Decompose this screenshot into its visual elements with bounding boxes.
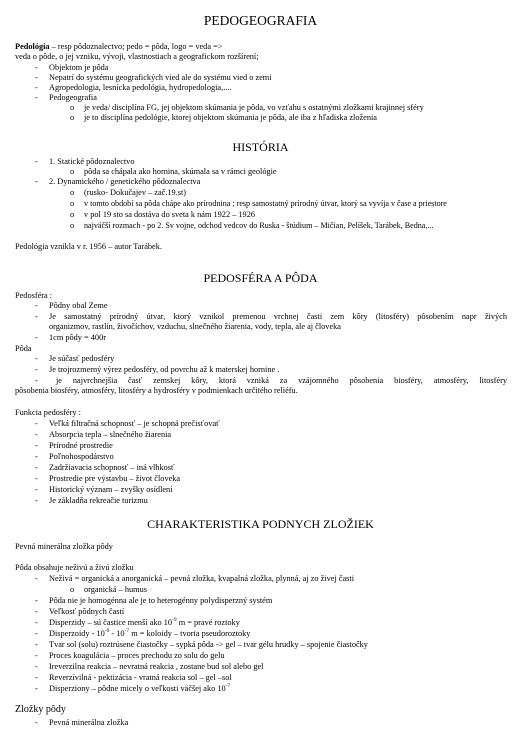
charakteristika-item: Pôda nie je homogénna ale je to heterogénny polydisperzný systém — [49, 596, 273, 605]
funkcia-item: Zadržiavacia schopnosť – iná vlhkosť — [49, 463, 175, 472]
intro-item: Agropedologia, lesnícka pedológia, hydropedologia,.... — [49, 83, 232, 92]
funkcia-item: Prírodné prostredie — [49, 441, 113, 450]
bullet-dash: - — [35, 629, 38, 638]
disperzoidy-text: Disperzoidy - 10 — [49, 629, 105, 638]
pedosfera-item: 1cm pôdy = 400r — [49, 333, 106, 342]
intro-subitem: je veda/ disciplína FG, jej objektom skúmania je pôda, vo vzťahu s ostatnými zložkami krajinnej sféry — [84, 103, 424, 112]
charakteristika-item: Proces koagulácia – proces prechodu zo solu do gelu — [49, 651, 225, 660]
section-title-historia: HISTÓRIA — [232, 140, 289, 154]
disperzidy-text: Disperzidy – sú častice menší ako 10 — [49, 618, 173, 627]
bullet-dash: - — [35, 718, 38, 727]
bullet-dash: - — [35, 177, 38, 186]
disperzidy-exponent: -9 — [172, 617, 177, 623]
term-pedologia: Pedológia — [15, 42, 50, 51]
funkcia-item: Je základňa rekreačie turizmu — [49, 496, 148, 505]
historia-subitem: najväčší rozmach - po 2. Sv vojne, odchod vedcov do Ruska - štúdium – Mičian, Pelíšek, Tarábek, Bedna,... — [84, 221, 434, 230]
disperzoidy-exponent-1: -9 — [104, 628, 110, 634]
bullet-circle: o — [70, 188, 75, 197]
bullet-dash: - — [35, 662, 38, 671]
historia-note: Pedológia vznikla v r. 1956 – autor Tarábek. — [15, 242, 162, 251]
disperziony-text: Disperziony – pôdne micely o veľkosti väčšej ako 10 — [49, 684, 226, 693]
bullet-dash: - — [35, 474, 38, 483]
charakteristika-item: Tvar sol (solu) roztrúsene čiastočky – sypká pôda -> gel – tvar gélu hrudky – spojenie čiastočky — [49, 640, 368, 649]
bullet-dash: - — [35, 312, 38, 321]
bullet-circle: o — [70, 221, 75, 230]
bullet-dash: - — [35, 441, 38, 450]
poda-label: Pôda — [15, 344, 32, 353]
charakteristika-item: Veľkosť pôdnych častí — [49, 607, 125, 616]
bullet-dash: - — [35, 83, 38, 92]
funkcia-item: Historický význam – zvyšky osídlení — [49, 485, 173, 494]
historia-subitem: (rusko- Dokučajev – zač.19.st) — [84, 188, 187, 197]
intro-line-1 — [15, 42, 222, 52]
funkcia-item: Veľká filtračná schopnosť – je schopná prečisťovať — [49, 419, 220, 428]
bullet-dash: - — [35, 463, 38, 472]
historia-item-1: 1. Statické pôdoznalectvo — [49, 157, 135, 166]
charakteristika-item-disperziony — [49, 684, 230, 694]
bullet-dash: - — [35, 640, 38, 649]
bullet-dash: - — [35, 73, 38, 82]
charakteristika-item: Ireverzilna reakcia – nevratná reakcia , zostane bud sol alebo gel — [49, 662, 264, 671]
bullet-dash: - — [35, 301, 38, 310]
charakteristika-item-disperzoidy — [49, 629, 250, 639]
term-definition: – resp pôdoznalectvo; pedo = pôda, logo = veda => — [49, 42, 223, 51]
section-title-charakteristika: CHARAKTERISTIKA PODNYCH ZLOŽIEK — [147, 517, 374, 531]
bullet-dash: - — [35, 596, 38, 605]
bullet-dash: - — [35, 93, 38, 102]
pedosfera-item: Je samostatný prírodný útvar, ktorý vznikol premenou vrchnej časti zem kôry (litosféry) pôsobením napr živých — [49, 312, 507, 321]
historia-subitem: pôda sa chápala ako hornina, skúmala sa v rámci geológie — [84, 167, 277, 176]
pedosfera-label: Pedosféra : — [15, 291, 53, 300]
intro-item: Nepatrí do systému geografických vied ale do systému vied o zemi — [49, 73, 272, 82]
historia-subitem: v tomto období sa pôda chápe ako prírodnina ; resp samostatný prírodný útvar, ktorý sa vyvíja v čase a priestore — [84, 199, 447, 208]
disperzoidy-mid: - 10 — [109, 629, 125, 638]
funkcia-item: Absorpcia tepla – slnečného žiarenia — [49, 430, 172, 439]
bullet-circle: o — [70, 167, 75, 176]
bullet-dash: - — [35, 157, 38, 166]
bullet-circle: o — [70, 103, 75, 112]
bullet-circle: o — [70, 199, 75, 208]
poda-item: Je súčasť pedosféry — [49, 354, 115, 363]
historia-item-2: 2. Dynamického / genetického pôdoznalectva — [49, 177, 201, 186]
bullet-circle: o — [70, 585, 75, 594]
bullet-dash: - — [35, 365, 38, 374]
bullet-dash: - — [35, 574, 38, 583]
zlozky-heading: Zložky pôdy — [15, 704, 66, 715]
bullet-dash: - — [35, 376, 38, 385]
intro-line-2: veda o pôde, o jej vzniku, vývoji, vlastnostiach a geografickom rozšírení; — [15, 52, 259, 61]
bullet-dash: - — [35, 618, 38, 627]
bullet-circle: o — [70, 210, 75, 219]
pedosfera-item-continued: organizmov, rastlín, živočíchov, vzduchu, slnečného žiarenia, vody, tepla, ale aj človeka — [49, 322, 341, 331]
bullet-dash: - — [35, 430, 38, 439]
bullet-dash: - — [35, 333, 38, 342]
bullet-dash: - — [35, 63, 38, 72]
page-title: PEDOGEOGRAFIA — [203, 13, 318, 28]
poda-item: Je trojrozmerný výrez pedosféry, od povrchu až k materskej hornine . — [49, 365, 280, 374]
charakteristika-item-disperzidy — [49, 618, 240, 628]
poda-paragraph: je najvrchnejšia časť zemskej kôry, ktorá vzniká za vzájomného pôsobenia biosféry, atmosféry, litosféry — [56, 376, 507, 385]
intro-subitem: je to disciplína pedológie, ktorej objektom skúmania je pôda, ale iba z hľadiska zloženia — [84, 113, 377, 122]
charakteristika-line: Pevná minerálna zložka pôdy — [15, 542, 113, 551]
disperzoidy-rest: m = koloidy – tvoria pseudoroztoky — [129, 629, 251, 638]
charakteristika-item: Reverzívilná - pektizácia - vratná reakcia sol – gel –sol — [49, 673, 232, 682]
disperzoidy-exponent-2: -7 — [124, 628, 130, 634]
bullet-dash: - — [35, 354, 38, 363]
intro-item: Objektom je pôda — [49, 63, 109, 72]
bullet-dash: - — [35, 607, 38, 616]
bullet-dash: - — [35, 651, 38, 660]
funkcia-item: Prostredie pre výstavbu – život človeka — [49, 474, 181, 483]
charakteristika-item: Neživá = organická a anorganická – pevná zložka, kvapalná zložka, plynná, aj zo živej časti — [49, 574, 354, 583]
poda-paragraph-continued: pôsobenia biosféry, atmosféry, litosféry a hydrosféry v podmienkach určitého reliéfu. — [15, 386, 298, 395]
bullet-dash: - — [35, 673, 38, 682]
bullet-dash: - — [35, 485, 38, 494]
bullet-dash: - — [35, 684, 38, 693]
historia-subitem: v pol 19 sto sa dostáva do sveta k nám 1922 – 1926 — [84, 210, 255, 219]
bullet-circle: o — [70, 113, 75, 122]
intro-item: Pedogeografia — [49, 93, 97, 102]
disperziony-exponent: -7 — [225, 683, 231, 689]
zlozky-item: Pevná minerálna zložka — [49, 718, 129, 727]
pedosfera-item: Pôdny obal Zeme — [49, 301, 108, 310]
charakteristika-subitem: organická – humus — [84, 585, 147, 594]
section-title-pedosfera: PEDOSFÉRA A PÔDA — [203, 271, 318, 285]
bullet-dash: - — [35, 419, 38, 428]
bullet-dash: - — [35, 452, 38, 461]
charakteristika-line: Pôda obsahuje neživú a živú zložku — [15, 563, 134, 572]
funkcia-item: Poľnohospodárstvo — [49, 452, 114, 461]
disperzidy-rest: m = pravé roztoky — [176, 618, 240, 627]
funkcia-label: Funkcia pedosféry : — [15, 408, 81, 417]
bullet-dash: - — [35, 496, 38, 505]
